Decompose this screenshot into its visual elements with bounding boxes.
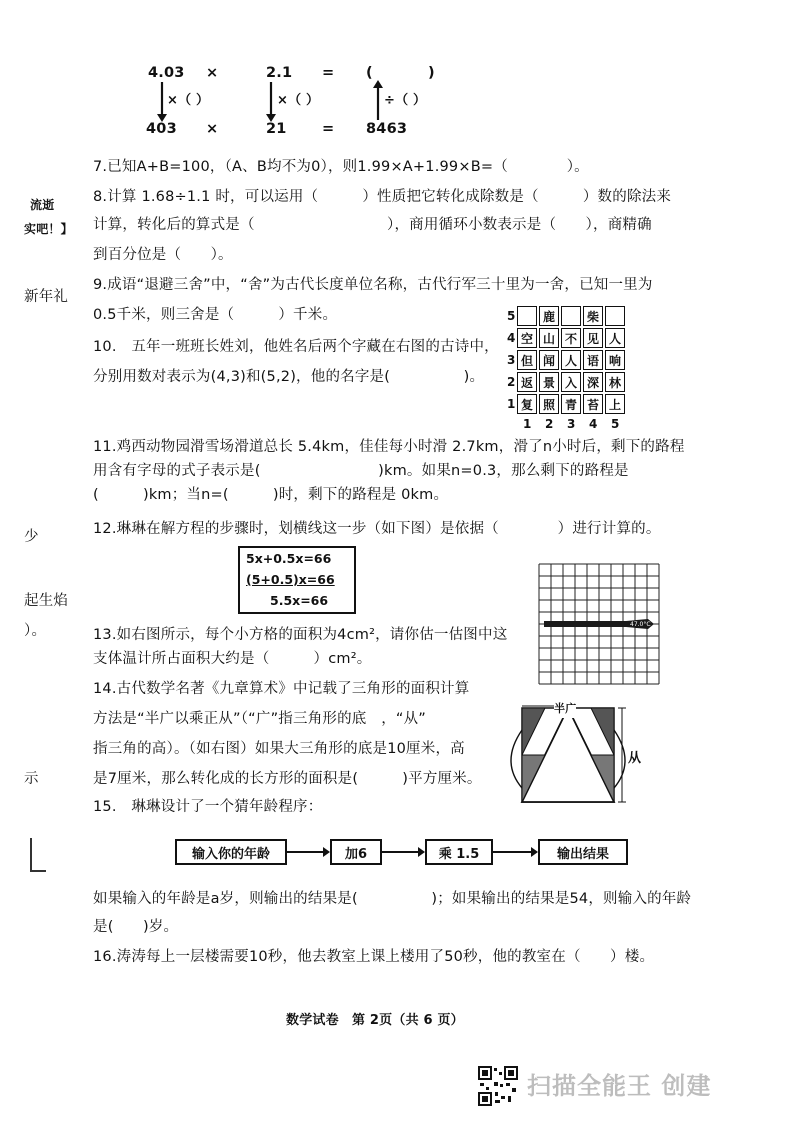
- grid-cell: 山: [539, 328, 559, 348]
- question-13-line-1: 13.如右图所示，每个小方格的面积为4cm²，请你估一估图中这: [93, 627, 508, 643]
- grid-cell: 复: [517, 394, 537, 414]
- question-8-line-1: 8.计算 1.68÷1.1 时，可以运用（ ）性质把它转化成除数是（ ）数的除法来: [93, 189, 672, 205]
- grid-x-label: 2: [545, 417, 554, 431]
- calc-paren-open: (: [366, 65, 373, 81]
- margin-fragment: 新年礼: [24, 289, 69, 305]
- calc-diagram: [140, 62, 480, 138]
- question-8-line-2: 计算，转化后的算式是（ ），商用循环小数表示是（ ），商精确: [93, 217, 652, 233]
- grid-cell: 空: [517, 328, 537, 348]
- flow-box-multiply: 乘 1.5: [425, 839, 493, 865]
- grid-x-label: 5: [611, 417, 620, 431]
- grid-cell: [561, 306, 581, 326]
- grid-cell: 林: [605, 372, 625, 392]
- calc-paren-close: ): [428, 65, 435, 81]
- flow-box-input: 输入你的年龄: [175, 839, 287, 865]
- calc-arrow-label-1: ×（ ）: [167, 93, 210, 108]
- grid-cell: [517, 306, 537, 326]
- question-15: 15. 琳琳设计了一个猜年龄程序：: [93, 799, 323, 815]
- grid-cell: 不: [561, 328, 581, 348]
- question-9-line-2: 0.5千米，则三舍是（ ）千米。: [93, 307, 338, 323]
- margin-fragment: 实吧！】: [24, 222, 73, 236]
- grid-cell: 但: [517, 350, 537, 370]
- grid-cell: 照: [539, 394, 559, 414]
- poem-grid: [507, 306, 697, 434]
- grid-cell: 入: [561, 372, 581, 392]
- grid-cell: 语: [583, 350, 603, 370]
- grid-cell: 苔: [583, 394, 603, 414]
- grid-y-label: 4: [507, 331, 516, 345]
- question-15-line-3: 是( )岁。: [93, 919, 179, 935]
- triangle-top-label: 半广: [554, 700, 576, 718]
- grid-cell: 人: [561, 350, 581, 370]
- qr-code-icon: [478, 1066, 518, 1106]
- question-8-line-3: 到百分位是（ ）。: [93, 247, 233, 263]
- grid-y-label: 5: [507, 309, 516, 323]
- calc-factor-1: 4.03: [148, 65, 185, 81]
- calc-arrow-label-3: ÷（ ）: [384, 93, 427, 108]
- grid-cell: 景: [539, 372, 559, 392]
- margin-fragment: 示: [24, 771, 39, 787]
- grid-cell: 深: [583, 372, 603, 392]
- grid-cell: 青: [561, 394, 581, 414]
- calc-result: 8463: [366, 121, 408, 137]
- flow-box-output: 输出结果: [538, 839, 628, 865]
- question-10-line-2: 分别用数对表示为(4,3)和(5,2)，他的名字是( )。: [93, 369, 485, 385]
- question-11-line-2: 用含有字母的式子表示是( )km。如果n=0.3，那么剩下的路程是: [93, 463, 629, 479]
- page-footer: 数学试卷 第 2页（共 6 页）: [286, 1013, 464, 1028]
- grid-x-label: 4: [589, 417, 598, 431]
- question-10-line-1: 10. 五年一班班长姓刘，他姓名后两个字藏在右图的古诗中，: [93, 339, 499, 355]
- grid-cell: [605, 306, 625, 326]
- flow-box-add: 加6: [330, 839, 382, 865]
- equation-step-1: 5x+0.5x=66: [246, 551, 332, 566]
- watermark-text: 扫描全能王 创建: [527, 1072, 712, 1100]
- grid-cell: 返: [517, 372, 537, 392]
- equation-step-3: 5.5x=66: [270, 593, 329, 608]
- question-9-line-1: 9.成语“退避三舍”中，“舍”为古代长度单位名称，古代行军三十里为一舍，已知一里为: [93, 277, 653, 293]
- calc-arrow-label-2: ×（ ）: [277, 93, 320, 108]
- grid-x-label: 1: [523, 417, 532, 431]
- margin-mark: [30, 838, 46, 872]
- calc-factor-2: 2.1: [266, 65, 293, 81]
- question-14-line-4: 是7厘米，那么转化成的长方形的面积是( )平方厘米。: [93, 771, 482, 787]
- margin-fragment: 少: [24, 529, 39, 545]
- calc-equals-1: =: [322, 65, 335, 81]
- question-15-line-2: 如果输入的年龄是a岁，则输出的结果是( )；如果输出的结果是54，则输入的年龄: [93, 891, 692, 907]
- grid-cell: 闻: [539, 350, 559, 370]
- calc-times-2: ×: [206, 121, 219, 137]
- grid-x-label: 3: [567, 417, 576, 431]
- triangle-side-label: 从: [628, 751, 642, 766]
- grid-cell: 响: [605, 350, 625, 370]
- question-11-line-1: 11.鸡西动物园滑雪场滑道总长 5.4km，佳佳每小时滑 2.7km，滑了n小时后，剩下的路程: [93, 439, 685, 455]
- question-13-line-2: 支体温计所占面积大约是（ ）cm²。: [93, 651, 372, 667]
- question-14-line-3: 指三角的高）。（如右图）如果大三角形的底是10厘米，高: [93, 741, 465, 757]
- margin-fragment: ）。: [24, 623, 47, 639]
- question-14-line-2: 方法是“半广以乘正从”（“广”指三角形的底 ，“从”: [93, 711, 427, 727]
- question-14-line-1: 14.古代数学名著《九章算术》中记载了三角形的面积计算: [93, 681, 470, 697]
- equation-step-2: (5+0.5)x=66: [246, 572, 335, 587]
- grid-y-label: 1: [507, 397, 516, 411]
- grid-y-label: 3: [507, 353, 516, 367]
- calc-equals-2: =: [322, 121, 335, 137]
- thermometer-label: 47.0°C: [630, 621, 651, 628]
- thermometer-grid: [538, 563, 660, 685]
- equation-steps-box: [238, 546, 356, 614]
- question-7: 7.已知A+B=100，（A、B均不为0），则1.99×A+1.99×B=（ ）。: [93, 159, 589, 175]
- calc-product-1: 403: [146, 121, 177, 137]
- grid-cell: 上: [605, 394, 625, 414]
- question-12: 12.琳琳在解方程的步骤时，划横线这一步（如下图）是依据（ ）进行计算的。: [93, 521, 661, 537]
- calc-times-1: ×: [206, 65, 219, 81]
- question-11-line-3: ( )km；当n=( )时，剩下的路程是 0km。: [93, 487, 449, 503]
- grid-y-label: 2: [507, 375, 516, 389]
- grid-cell: 鹿: [539, 306, 559, 326]
- flow-arrows: [287, 844, 539, 860]
- question-16: 16.涛涛每上一层楼需要10秒，他去教室上课上楼用了50秒，他的教室在（ ）楼。: [93, 949, 655, 965]
- triangle-figure: [508, 704, 648, 808]
- grid-cell: 柴: [583, 306, 603, 326]
- grid-cell: 人: [605, 328, 625, 348]
- margin-fragment: 起生焰: [24, 593, 69, 609]
- calc-product-2: 21: [266, 121, 287, 137]
- margin-fragment: 流逝: [30, 198, 55, 212]
- grid-cell: 见: [583, 328, 603, 348]
